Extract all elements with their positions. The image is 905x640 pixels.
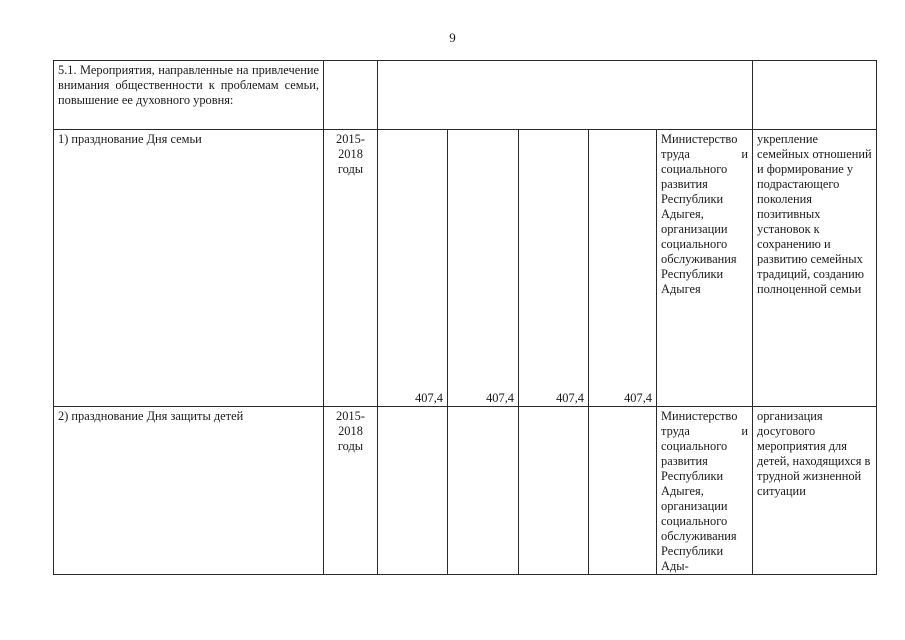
section-title: 5.1. Мероприятия, направленные на привлечение внимания общественности к проблемам семьи, повышение ее духовного уровня: — [54, 61, 324, 130]
funding-value — [378, 407, 448, 575]
event-name: 2) празднование Дня защиты детей — [54, 407, 324, 575]
years-suffix: годы — [337, 162, 364, 176]
years-end: 2018 — [338, 147, 363, 161]
table-row — [54, 407, 877, 575]
funding-value — [448, 407, 519, 575]
event-result: укрепление семейных отношений и формирование у подрастающего поколения позитивных установок к сохранению и развитию семейных традиций, созданию полноценной семьи — [753, 130, 877, 407]
funding-value: 407,4 — [519, 130, 589, 407]
years-start: 2015- — [336, 132, 365, 146]
section-values-cell — [378, 61, 753, 130]
event-executor: Министерство труда и социального развития Республики Адыгея, организации социального обслуживания Республики Адыгея — [657, 130, 753, 407]
funding-value: 407,4 — [378, 130, 448, 407]
funding-value — [589, 407, 657, 575]
page-number: 9 — [449, 30, 456, 45]
event-years — [324, 407, 378, 575]
years-end: 2018 — [338, 424, 363, 438]
section-years-cell — [324, 61, 378, 130]
funding-value: 407,4 — [589, 130, 657, 407]
table-row — [54, 130, 877, 407]
event-years — [324, 130, 378, 407]
years-start: 2015- — [336, 409, 365, 423]
funding-value — [519, 407, 589, 575]
event-executor: Министерство труда и социального развития Республики Адыгея, организации социального обслуживания Республики Ады- — [657, 407, 753, 575]
funding-value: 407,4 — [448, 130, 519, 407]
program-activities-table — [53, 60, 877, 575]
event-result: организация досугового мероприятия для детей, находящихся в трудной жизненной ситуации — [753, 407, 877, 575]
years-suffix: годы — [337, 439, 364, 453]
event-name: 1) празднование Дня семьи — [54, 130, 324, 407]
section-result-cell — [753, 61, 877, 130]
section-header-row — [54, 61, 877, 130]
